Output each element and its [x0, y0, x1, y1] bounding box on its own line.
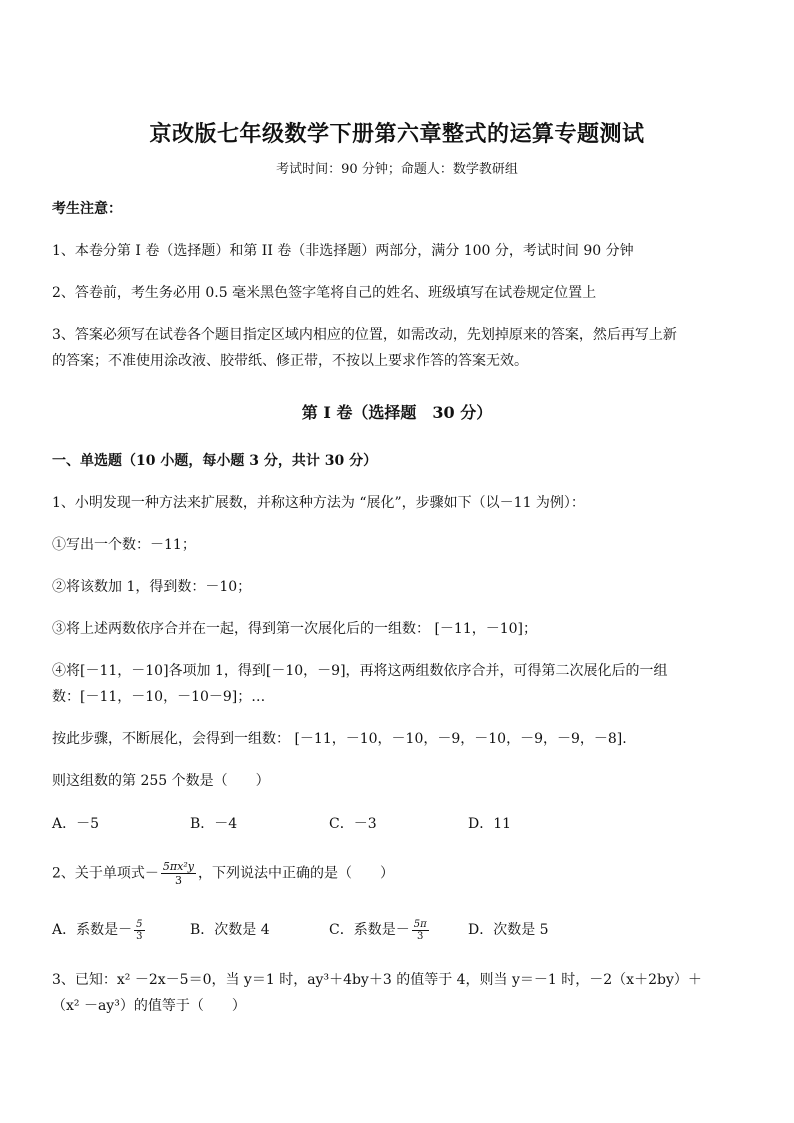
- q2-fraction-numerator: 5πx²y: [162, 860, 194, 873]
- q2-option-c-numerator: 5π: [413, 918, 427, 930]
- q2-option-c-denominator: 3: [417, 930, 424, 942]
- q2-option-b: B．次数是 4: [190, 922, 270, 938]
- q2-stem-prefix: 2、关于单项式－: [52, 865, 159, 882]
- q2-stem: [52, 860, 394, 887]
- q1-option-b: B．－4: [190, 816, 238, 832]
- q2-option-d: D．次数是 5: [468, 922, 549, 938]
- notice-item-3-cont: 的答案；不准使用涂改液、胶带纸、修正带，不按以上要求作答的答案无效。: [52, 353, 528, 369]
- q1-option-a: A．－5: [52, 816, 100, 832]
- exam-subtitle: 考试时间：90 分钟；命题人：数学教研组: [276, 162, 518, 177]
- notice-item-3: 3、答案必须写在试卷各个题目指定区域内相应的位置，如需改动，先划掉原来的答案，然后再写上新: [52, 327, 677, 343]
- notice-item-2: 2、答卷前，考生务必用 0.5 毫米黑色签字笔将自己的姓名、班级填写在试卷规定位置上: [52, 285, 597, 301]
- q1-option-c: C．－3: [329, 816, 377, 832]
- q1-step-4: ④将[－11，－10]各项加 1，得到[－10，－9]，再将这两组数依序合并，可得第二次展化后的一组: [52, 663, 668, 679]
- q2-option-a-fraction: [134, 919, 144, 942]
- q2-monomial-fraction: [161, 860, 196, 887]
- part1-title: 第 I 卷（选择题 30 分）: [301, 403, 493, 422]
- q2-stem-suffix: ，下列说法中正确的是（ ）: [197, 865, 394, 882]
- q1-step-1: ①写出一个数：－11；: [52, 537, 196, 553]
- notice-item-1: 1、本卷分第 I 卷（选择题）和第 II 卷（非选择题）两部分，满分 100 分，考试时间 90 分钟: [52, 243, 634, 259]
- q1-stem: 1、小明发现一种方法来扩展数，并称这种方法为 “展化”，步骤如下（以－11 为例）：: [52, 495, 585, 511]
- section-title: 一、单选题（10 小题，每小题 3 分，共计 30 分）: [52, 453, 378, 469]
- q3-line-2: （x² －ay³）的值等于（ ）: [52, 998, 246, 1014]
- q2-option-a: [52, 917, 147, 943]
- q1-step-4-cont: 数：[－11，－10，－10－9]；…: [52, 689, 266, 705]
- q2-option-a-numerator: 5: [136, 918, 143, 930]
- q2-option-c-prefix: C．系数是－: [329, 922, 410, 938]
- q1-step-3: ③将上述两数依序合并在一起，得到第一次展化后的一组数： [－11，－10]；: [52, 621, 538, 637]
- notice-heading: 考生注意：: [52, 201, 122, 217]
- page-title: 京改版七年级数学下册第六章整式的运算专题测试: [149, 121, 645, 147]
- q2-fraction-denominator: 3: [174, 874, 182, 887]
- q1-continue: 按此步骤，不断展化，会得到一组数： [－11，－10，－10，－9，－10，－9，－9，－8].: [52, 731, 627, 747]
- q2-option-c: [329, 917, 431, 943]
- q2-option-a-prefix: A．系数是－: [52, 922, 133, 938]
- q3-line-1: 3、已知：x² －2x－5＝0，当 y＝1 时，ay³＋4by＋3 的值等于 4，则当 y＝－1 时，－2（x＋2by）＋: [52, 972, 702, 988]
- q1-question: 则这组数的第 255 个数是（ ）: [52, 773, 270, 789]
- q2-option-c-fraction: [412, 919, 429, 942]
- q2-option-a-denominator: 3: [136, 930, 143, 942]
- q1-step-2: ②将该数加 1，得到数：－10；: [52, 579, 252, 595]
- q1-option-d: D．11: [468, 816, 512, 832]
